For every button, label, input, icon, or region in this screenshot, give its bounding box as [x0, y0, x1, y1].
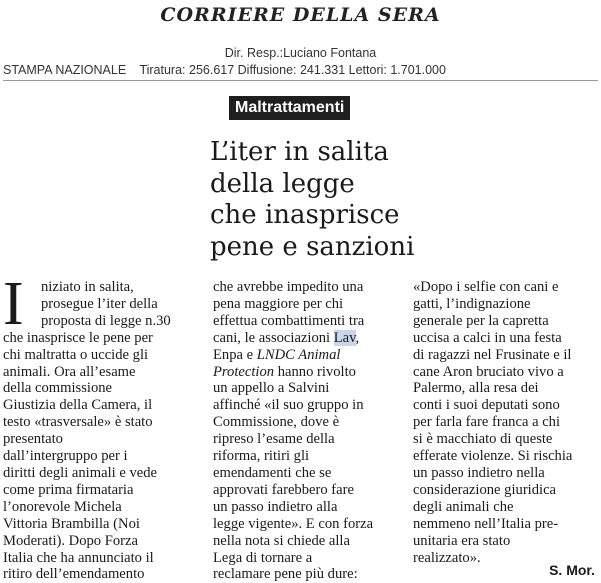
headline-line: della legge — [210, 168, 355, 199]
text-line: Vittoria Brambilla (Noi — [3, 515, 140, 532]
text-line: Moderati). Dopo Forza — [3, 532, 138, 549]
text-fragment: cani, le associazioni — [213, 329, 334, 346]
text-line: un passo indietro nella — [413, 464, 545, 481]
text-line: realizzato». — [413, 549, 481, 566]
lettori-value: Lettori: 1.701.000 — [348, 63, 446, 77]
text-line: proposta di legge n.30 — [41, 312, 171, 329]
text-line: che inasprisce le pene per — [3, 329, 153, 346]
text-line: per farla fare franca a chi — [413, 414, 561, 431]
masthead-title: CORRIERE DELLA SERA — [160, 4, 441, 26]
text-line: riforma, ritiri gli — [213, 448, 310, 465]
director-line: Dir. Resp.:Luciano Fontana — [224, 46, 377, 60]
text-line: Commissione, dove è — [213, 414, 340, 431]
highlighted-term: Lav — [333, 329, 356, 346]
text-line: testo «trasversale» è stato — [3, 414, 153, 431]
text-line: approvati farebbero fare — [213, 481, 354, 498]
text-line: gatti, l’indignazione — [413, 295, 531, 312]
text-line: un appello a Salvini — [213, 380, 330, 397]
author-signature: S. Mor. — [549, 562, 595, 578]
article-headline — [210, 137, 600, 263]
headline-line: L’iter in salita — [210, 137, 389, 167]
article-column-1 — [3, 270, 198, 583]
text-line: affinché «il suo gruppo in — [213, 397, 364, 414]
text-line: unitaria era stato — [413, 532, 511, 549]
text-fragment: , — [355, 329, 360, 346]
text-fragment-italic: LNDC Animal — [256, 346, 341, 363]
text-line: cane Aron bruciato vivo a — [413, 363, 564, 380]
text-line: diritti degli animali e vede — [3, 464, 157, 481]
text-line: emendamenti che se — [213, 464, 332, 481]
drop-cap: I — [3, 270, 24, 338]
text-line: generale per la capretta — [413, 312, 549, 329]
text-fragment: hanno rivolto — [274, 363, 356, 380]
text-line: Palermo, alla resa dei — [413, 380, 539, 397]
text-line: efferate violenze. Si rischia — [413, 448, 573, 465]
diffusione-value: Diffusione: 241.331 — [237, 63, 346, 77]
text-fragment: Enpa e — [213, 346, 257, 363]
text-line: animali. Ora all’esame — [3, 363, 136, 380]
text-line — [213, 347, 403, 364]
text-line: dall’intergruppo per i — [3, 448, 128, 465]
text-line: ripreso l’esame della — [213, 431, 335, 448]
article-column-2 — [213, 279, 403, 583]
text-line: uccisa a calci in una festa — [413, 329, 562, 346]
text-line: l’onorevole Michela — [3, 498, 122, 515]
text-line: prosegue l’iter della — [41, 295, 158, 312]
circulation-line — [3, 63, 601, 77]
edition-label: STAMPA NAZIONALE — [3, 63, 127, 77]
header-divider — [3, 80, 598, 81]
text-line: chi maltratta o uccide gli — [3, 346, 149, 363]
text-line — [213, 364, 403, 381]
text-line: presentato — [3, 431, 63, 448]
text-line: Lega di tornare a — [213, 549, 313, 566]
text-fragment-italic: Protection — [213, 363, 275, 380]
text-line: di ragazzi nel Frusinate e il — [413, 346, 572, 363]
text-line: reclamare pene più dure: — [213, 566, 358, 583]
headline-line: che inasprisce — [210, 200, 400, 230]
text-line: come prima firmataria — [3, 481, 134, 498]
text-line: effettua combattimenti tra — [213, 312, 365, 329]
text-line: Giustizia della Camera, il — [3, 397, 153, 414]
text-line: un passo indietro alla — [213, 498, 338, 515]
text-line: «Dopo i selfie con cani e — [413, 279, 559, 295]
text-line: considerazione giuridica — [413, 481, 557, 498]
text-line — [213, 330, 403, 347]
text-line: pena maggiore per chi — [213, 295, 344, 312]
headline-line: pene e sanzioni — [210, 231, 415, 262]
section-kicker: Maltrattamenti — [229, 96, 350, 120]
article-column-3 — [413, 279, 599, 566]
text-line: nemmeno nell’Italia pre- — [413, 515, 559, 532]
text-line: niziato in salita, — [41, 279, 134, 295]
text-line: della commissione — [3, 380, 113, 397]
text-line: conti i suoi deputati sono — [413, 397, 560, 414]
text-line: nella nota si chiede alla — [213, 532, 350, 549]
tiratura-value: Tiratura: 256.617 — [139, 63, 235, 77]
text-line: degli animali che — [413, 498, 514, 515]
text-line: che avrebbe impedito una — [213, 279, 364, 295]
text-line: legge vigente». E con forza — [213, 515, 374, 532]
text-line: si è macchiato di queste — [413, 431, 553, 448]
text-line: Italia che ha annunciato il — [3, 549, 154, 566]
text-line: ritiro dell’emendamento — [3, 566, 145, 583]
